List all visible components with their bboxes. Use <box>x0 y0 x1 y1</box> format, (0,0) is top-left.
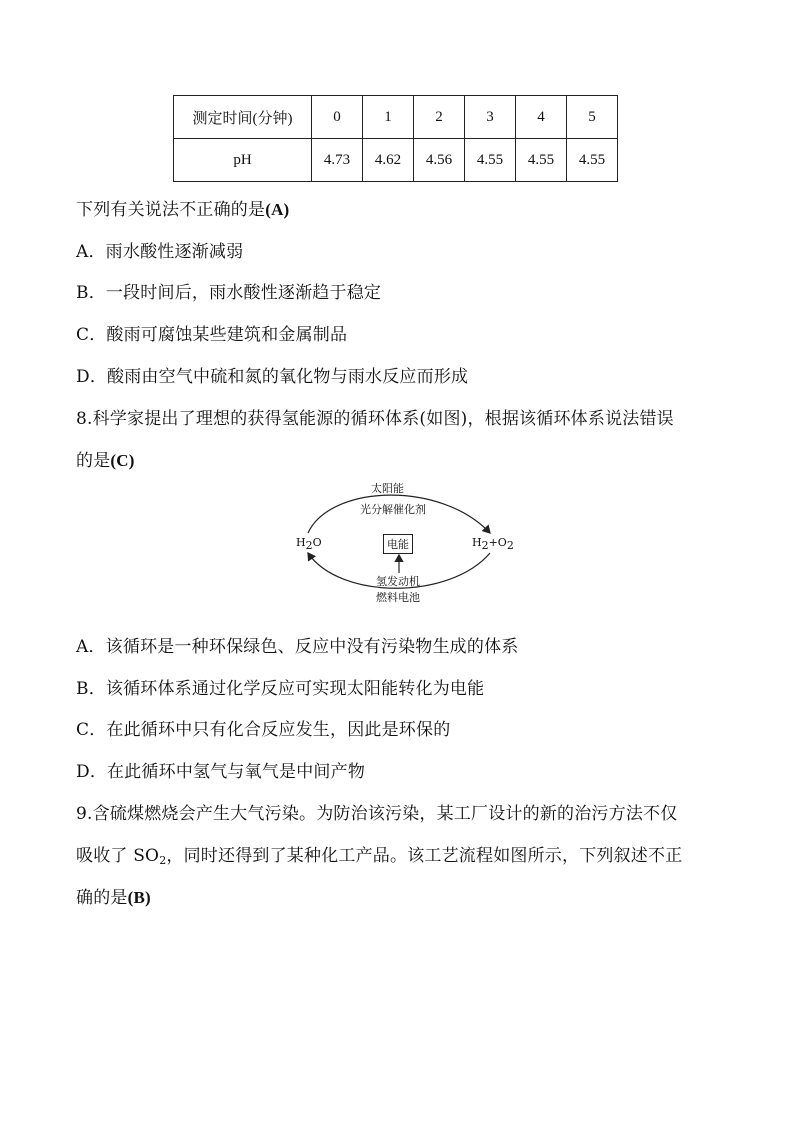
diagram-label-catalyst: 光分解催化剂 <box>360 503 426 516</box>
table-cell: 4.62 <box>363 139 414 182</box>
q8-stem-text: 的是 <box>76 451 111 471</box>
q7-stem <box>76 195 289 220</box>
q8-option-c: C．在此循环中只有化合反应发生，因此是环保的 <box>76 720 451 740</box>
q9-line2-pre: 吸收了 SO <box>76 846 160 866</box>
q7-option-a: A．雨水酸性逐渐减弱 <box>76 242 244 262</box>
q9-answer: (B) <box>127 888 151 907</box>
table-cell: 4 <box>516 96 567 139</box>
o2-o: +O <box>488 536 507 549</box>
q7-answer: (A) <box>265 200 290 219</box>
diagram-label-engine: 氢发动机 <box>376 575 420 588</box>
table-cell: 4.56 <box>414 139 465 182</box>
o2-sub: 2 <box>506 539 514 552</box>
water-h: H <box>296 536 306 549</box>
diagram-box-electric: 电能 <box>383 534 413 554</box>
q7-stem-text: 下列有关说法不正确的是 <box>76 200 266 220</box>
table-cell: 3 <box>465 96 516 139</box>
q9-stem-line1: 9.含硫煤燃烧会产生大气污染。为防治该污染，某工厂设计的新的治污方法不仅 <box>76 804 678 824</box>
h2-sub: 2 <box>481 539 489 552</box>
diagram-label-h2-o2 <box>472 536 514 552</box>
q7-option-b: B．一段时间后，雨水酸性逐渐趋于稳定 <box>76 283 382 303</box>
q8-option-d: D．在此循环中氢气与氧气是中间产物 <box>76 762 366 782</box>
q7-option-d: D．酸雨由空气中硫和氮的氧化物与雨水反应而形成 <box>76 367 469 387</box>
table-cell: 0 <box>312 96 363 139</box>
table-cell: 1 <box>363 96 414 139</box>
water-sub: 2 <box>305 539 313 552</box>
q9-stem-text: 确的是 <box>76 888 128 908</box>
water-o: O <box>312 536 322 549</box>
table-header-time: 测定时间(分钟) <box>174 96 312 139</box>
table-cell: 2 <box>414 96 465 139</box>
so2-subscript: 2 <box>159 854 167 867</box>
q9-line2-post: ，同时还得到了某种化工产品。该工艺流程如图所示，下列叙述不正 <box>166 846 683 866</box>
table-cell: 4.73 <box>312 139 363 182</box>
table-header-ph: pH <box>174 139 312 182</box>
q8-option-a: A．该循环是一种环保绿色、反应中没有污染物生成的体系 <box>76 637 519 657</box>
diagram-label-fuel-cell: 燃料电池 <box>376 591 420 604</box>
table-cell: 4.55 <box>567 139 618 182</box>
h2-h: H <box>472 536 482 549</box>
diagram-label-water <box>296 536 322 552</box>
diagram-label-solar: 太阳能 <box>371 482 404 495</box>
q9-stem-line2 <box>76 841 682 867</box>
q8-stem-line2 <box>76 446 135 471</box>
table-cell: 4.55 <box>516 139 567 182</box>
table-row <box>174 139 618 182</box>
q8-answer: (C) <box>110 451 135 470</box>
table-row <box>174 96 618 139</box>
table-cell: 5 <box>567 96 618 139</box>
q7-option-c: C．酸雨可腐蚀某些建筑和金属制品 <box>76 325 348 345</box>
ph-data-table <box>173 95 618 182</box>
q8-option-b: B．该循环体系通过化学反应可实现太阳能转化为电能 <box>76 679 485 699</box>
table-cell: 4.55 <box>465 139 516 182</box>
q9-stem-line3 <box>76 883 151 908</box>
q8-stem-line1: 8.科学家提出了理想的获得氢能源的循环体系(如图)，根据该循环体系说法错误 <box>76 409 674 429</box>
